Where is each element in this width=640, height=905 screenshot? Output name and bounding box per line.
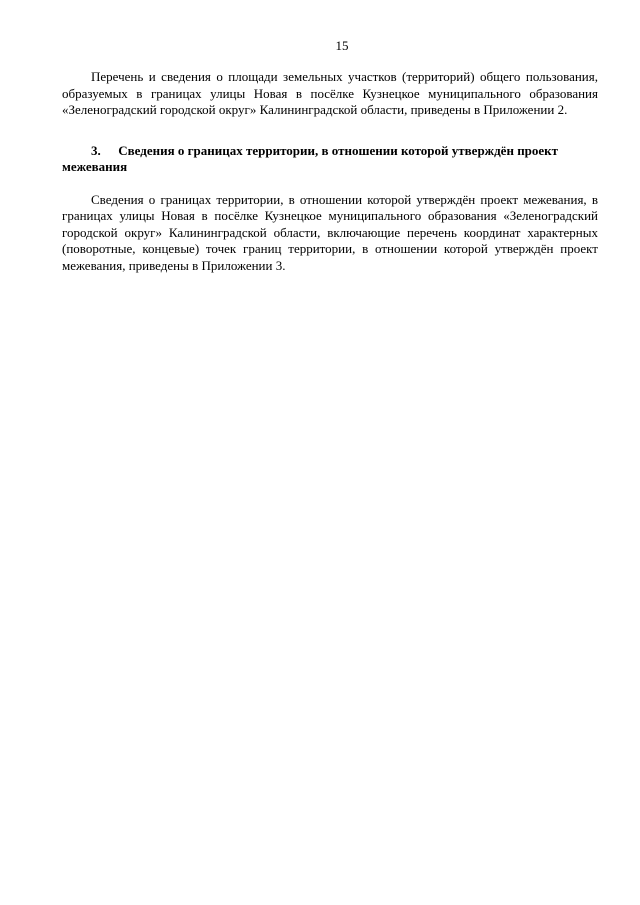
section-number: 3. xyxy=(91,142,101,158)
section-heading xyxy=(62,143,598,176)
page-content xyxy=(62,69,598,274)
paragraph-territory-boundaries: Сведения о границах территории, в отношении которой утверждён проект межевания, в границах улицы Новая в посёлке Кузнецкое муниципального образования «Зеленоградский городской округ» Калининградской области, включающие перечень координат характерных (поворотные, концевые) точек границ территории, в отношении которой утверждён проект межевания, приведены в Приложении 3. xyxy=(62,191,598,273)
section-title: Сведения о границах территории, в отношении которой утверждён проект межевания xyxy=(62,142,559,174)
page-number: 15 xyxy=(335,38,349,53)
paragraph-land-plots: Перечень и сведения о площади земельных участков (территорий) общего пользования, образуемых в границах улицы Новая в посёлке Кузнецкое муниципального образования «Зеленоградский городской округ» Калининградской области, приведены в Приложении 2. xyxy=(62,69,598,117)
